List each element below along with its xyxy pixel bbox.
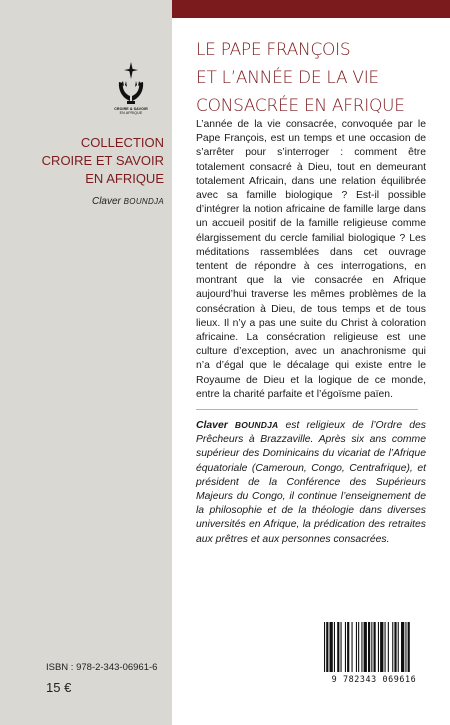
barcode-bar [368,622,370,672]
bio-author-first-name: Claver [196,420,228,431]
isbn: ISBN : 978-2-343-06961-6 [46,662,158,673]
hands-holding-star-icon [114,60,148,106]
barcode-bar [378,622,379,672]
title-line: LE PAPE FRANÇOIS [196,40,351,60]
back-cover-description: L’année de la vie consacrée, convoquée par le Pape François, est un temps et une occasion de s’arrêter pour s’interroger : comment être totalement consacré à Dieu, tout en demeurant totalement Africain, dans une relation équilibrée avec sa famille biologique ? Est-il possible d’intégrer la notion africaine de famille large dans un accueil positif de la famille religieuse comme élargissement du cercle familial biologique ? Les méditations rassemblées dans cet ouvrage tentent de répondre à ces interrogations, en montrant que la vie consacrée en Afrique aujourd’hui traverse les mêmes problèmes de la consécration à Dieu, de tous temps et de tous lieux. Il n’y a pas une suite du Christ à coloration africaine. La consécration religieuse est une culture d’exception, avec un anachronisme qui n’a d’égal que le décalage qui existe entre le Royaume de Dieu et la logique de ce monde, entre la charité parfaite et l’égoïsme païen. [196,119,426,400]
barcode-bar [371,622,372,672]
barcode-bar [341,622,342,672]
logo-line-1: CROIRE & SAVOIR [114,107,148,111]
author-name [0,196,164,207]
bio-author-name [196,420,278,431]
barcode-bar [364,622,367,672]
barcode-bar [398,622,399,672]
barcode-bar [394,622,396,672]
barcode-bar [345,622,346,672]
barcode-bar [408,622,410,672]
barcode [318,618,430,686]
price: 15 € [46,680,72,695]
section-divider [196,409,418,410]
barcode-bar [326,622,328,672]
barcode-number: 9 782343 069616 [331,674,417,684]
title-line: CONSACRÉE EN AFRIQUE [196,96,405,116]
bio-author-last-name: BOUNDJA [234,420,279,430]
barcode-bar [388,622,389,672]
collection-name [0,134,164,188]
collection-logo [114,60,148,122]
barcode-bar [356,622,357,672]
title-line: ET L’ANNÉE DE LA VIE [196,68,379,88]
top-accent-bar [172,0,450,18]
logo-line-2: EN AFRIQUE [119,111,143,115]
barcode-bar [392,622,393,672]
barcode-bar [380,622,383,672]
collection-line: CROIRE ET SAVOIR [41,153,164,168]
collection-line: EN AFRIQUE [85,171,164,186]
barcode-bars [318,618,430,674]
book-title [196,36,446,120]
barcode-bar [347,622,349,672]
collection-line: COLLECTION [80,135,164,150]
bio-text: est religieux de l’Ordre des Prêcheurs à Brazzaville. Après six ans comme supérieur des Dominicains du vicariat de l’Afrique équatoriale (Cameroun, Congo, Centrafrique), et président de la Conférence des Supérieurs Majeurs du Congo, il continue l’enseignement de la philosophie et de la théologie dans diverses universités en Afrique, la prédication des retraites aux prêtres et aux personnes consacrées. [196,420,426,545]
barcode-bar [358,622,359,672]
barcode-bar [334,622,335,672]
barcode-bar [405,622,406,672]
author-first-name: Claver [91,196,121,207]
barcode-bar [385,622,386,672]
barcode-bar [401,622,404,672]
author-bio [196,418,426,547]
barcode-bar [330,622,333,672]
barcode-bar [324,622,325,672]
author-last-name: BOUNDJA [123,197,164,206]
barcode-bar [361,622,362,672]
barcode-bar [352,622,353,672]
barcode-bar [337,622,339,672]
barcode-bar [374,622,376,672]
